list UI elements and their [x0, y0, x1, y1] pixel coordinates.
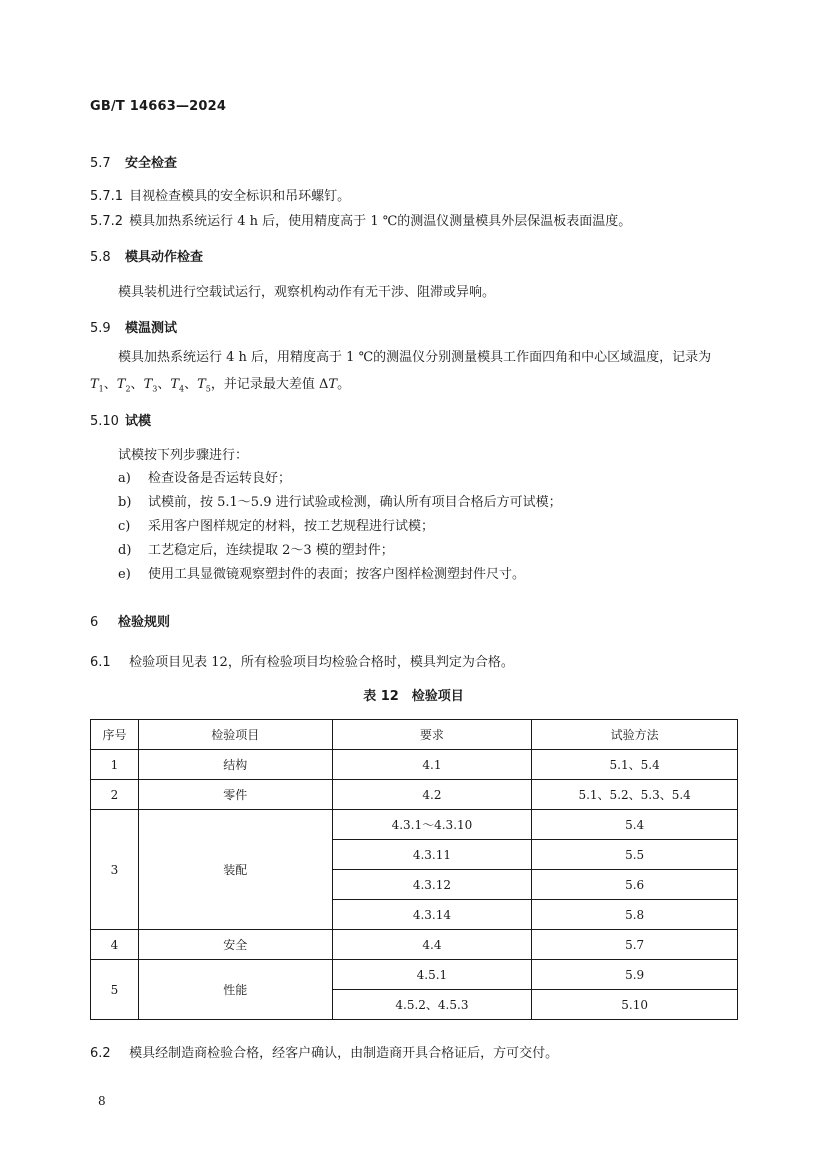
- clause-text: 模具加热系统运行 4 h 后，使用精度高于 1 ℃的测温仪测量模具外层保温板表面温度。: [129, 214, 632, 229]
- symbol-t: T: [116, 377, 126, 392]
- symbol-t: T: [328, 377, 338, 392]
- cell-item: 零件: [138, 780, 332, 810]
- section-5-9-text: [90, 344, 740, 403]
- list-item: [118, 491, 562, 510]
- cell-method: 5.6: [532, 870, 738, 900]
- section-title: 模具动作检查: [125, 250, 204, 265]
- header-cell: 检验项目: [138, 720, 332, 750]
- section-title: 检验规则: [118, 615, 171, 630]
- section-5-8-text: 模具装机进行空载试运行，观察机构动作有无干涉、阻滞或异响。: [118, 285, 496, 300]
- clause-number: 6.2: [90, 1046, 111, 1061]
- cell-method: 5.10: [532, 990, 738, 1020]
- cell-req: 4.3.14: [332, 900, 532, 930]
- cell-no: 5: [91, 960, 139, 1020]
- list-item: [118, 539, 394, 558]
- separator: 、: [130, 377, 144, 392]
- section-number: 5.10: [90, 414, 119, 429]
- list-marker: d): [118, 543, 132, 558]
- section-title: 模温测试: [125, 321, 178, 336]
- cell-req: 4.3.12: [332, 870, 532, 900]
- standard-code: GB/T 14663—2024: [90, 99, 227, 114]
- cell-no: 2: [91, 780, 139, 810]
- inspection-items-table: [90, 719, 738, 1020]
- section-title: 安全检查: [125, 156, 178, 171]
- cell-item: 安全: [138, 930, 332, 960]
- list-marker: c): [118, 519, 131, 534]
- text-part: 模具加热系统运行 4 h 后，用精度高于 1 ℃的测温仪分别测量模具工作面四角和中心区域温度，记录为: [118, 350, 712, 365]
- cell-no: 4: [91, 930, 139, 960]
- list-item: [118, 515, 434, 534]
- section-5-10-heading: [90, 410, 151, 429]
- subscript: 3: [152, 384, 158, 394]
- clause-number: 6.1: [90, 655, 111, 670]
- clause-number: 5.7.2: [90, 214, 124, 229]
- clause-5-7-2: [90, 210, 631, 229]
- table-header-row: [91, 720, 738, 750]
- separator: 、: [103, 377, 117, 392]
- cell-req: 4.4: [332, 930, 532, 960]
- list-text: 试模前，按 5.1～5.9 进行试验或检测，确认所有项目合格后方可试模；: [148, 495, 562, 510]
- cell-method: 5.1、5.2、5.3、5.4: [532, 780, 738, 810]
- symbol-t: T: [197, 377, 206, 392]
- cell-req: 4.5.1: [332, 960, 532, 990]
- list-marker: e): [118, 567, 131, 582]
- section-5-7-heading: [90, 152, 177, 171]
- section-5-10-intro: 试模按下列步骤进行：: [118, 448, 249, 463]
- separator: 、: [157, 377, 171, 392]
- clause-number: 5.7.1: [90, 189, 124, 204]
- section-6-heading: [90, 611, 170, 630]
- cell-req: 4.2: [332, 780, 532, 810]
- list-marker: a): [118, 471, 131, 486]
- list-item: [118, 563, 525, 582]
- cell-method: 5.9: [532, 960, 738, 990]
- subscript: 2: [125, 384, 131, 394]
- cell-no: 1: [91, 750, 139, 780]
- list-text: 采用客户图样规定的材料，按工艺规程进行试模；: [148, 519, 435, 534]
- cell-method: 5.5: [532, 840, 738, 870]
- clause-6-2: [90, 1042, 558, 1061]
- list-marker: b): [118, 495, 132, 510]
- clause-5-7-1: [90, 185, 350, 204]
- section-5-9-heading: [90, 317, 177, 336]
- header-cell: 试验方法: [532, 720, 738, 750]
- section-number: 5.9: [90, 321, 111, 336]
- subscript: 1: [98, 384, 104, 394]
- clause-text: 检验项目见表 12，所有检验项目均检验合格时，模具判定为合格。: [129, 655, 514, 670]
- section-number: 5.7: [90, 156, 111, 171]
- cell-req: 4.5.2、4.5.3: [332, 990, 532, 1020]
- list-item: [118, 467, 291, 486]
- cell-no: 3: [91, 810, 139, 930]
- clause-6-1: [90, 651, 514, 670]
- table-row: [91, 930, 738, 960]
- table-row: [91, 780, 738, 810]
- symbol-t: T: [170, 377, 180, 392]
- clause-text: 模具经制造商检验合格，经客户确认，由制造商开具合格证后，方可交付。: [129, 1046, 559, 1061]
- table-title: 表 12 检验项目: [363, 689, 464, 704]
- cell-req: 4.3.1～4.3.10: [332, 810, 532, 840]
- cell-method: 5.8: [532, 900, 738, 930]
- section-5-8-heading: [90, 246, 203, 265]
- cell-req: 4.3.11: [332, 840, 532, 870]
- section-title: 试模: [125, 414, 152, 429]
- symbol-t: T: [90, 377, 99, 392]
- subscript: 5: [205, 384, 211, 394]
- clause-text: 目视检查模具的安全标识和吊环螺钉。: [129, 189, 351, 204]
- cell-method: 5.1、5.4: [532, 750, 738, 780]
- cell-item: 结构: [138, 750, 332, 780]
- header-cell: 序号: [91, 720, 139, 750]
- section-number: 5.8: [90, 250, 111, 265]
- page-number: 8: [98, 1094, 106, 1108]
- symbol-t: T: [143, 377, 153, 392]
- table-row: [91, 750, 738, 780]
- subscript: 4: [179, 384, 185, 394]
- list-text: 使用工具显微镜观察塑封件的表面；按客户图样检测塑封件尺寸。: [148, 567, 526, 582]
- separator: 、: [184, 377, 198, 392]
- table-row: [91, 960, 738, 990]
- header-cell: 要求: [332, 720, 532, 750]
- table-row: [91, 810, 738, 840]
- text-part: 。: [337, 377, 351, 392]
- cell-method: 5.7: [532, 930, 738, 960]
- cell-item: 性能: [138, 960, 332, 1020]
- list-text: 检查设备是否运转良好；: [148, 471, 292, 486]
- text-part: ，并记录最大差值 Δ: [210, 377, 329, 392]
- section-number: 6: [90, 615, 99, 630]
- list-text: 工艺稳定后，连续提取 2～3 模的塑封件；: [148, 543, 394, 558]
- cell-item: 装配: [138, 810, 332, 930]
- cell-req: 4.1: [332, 750, 532, 780]
- cell-method: 5.4: [532, 810, 738, 840]
